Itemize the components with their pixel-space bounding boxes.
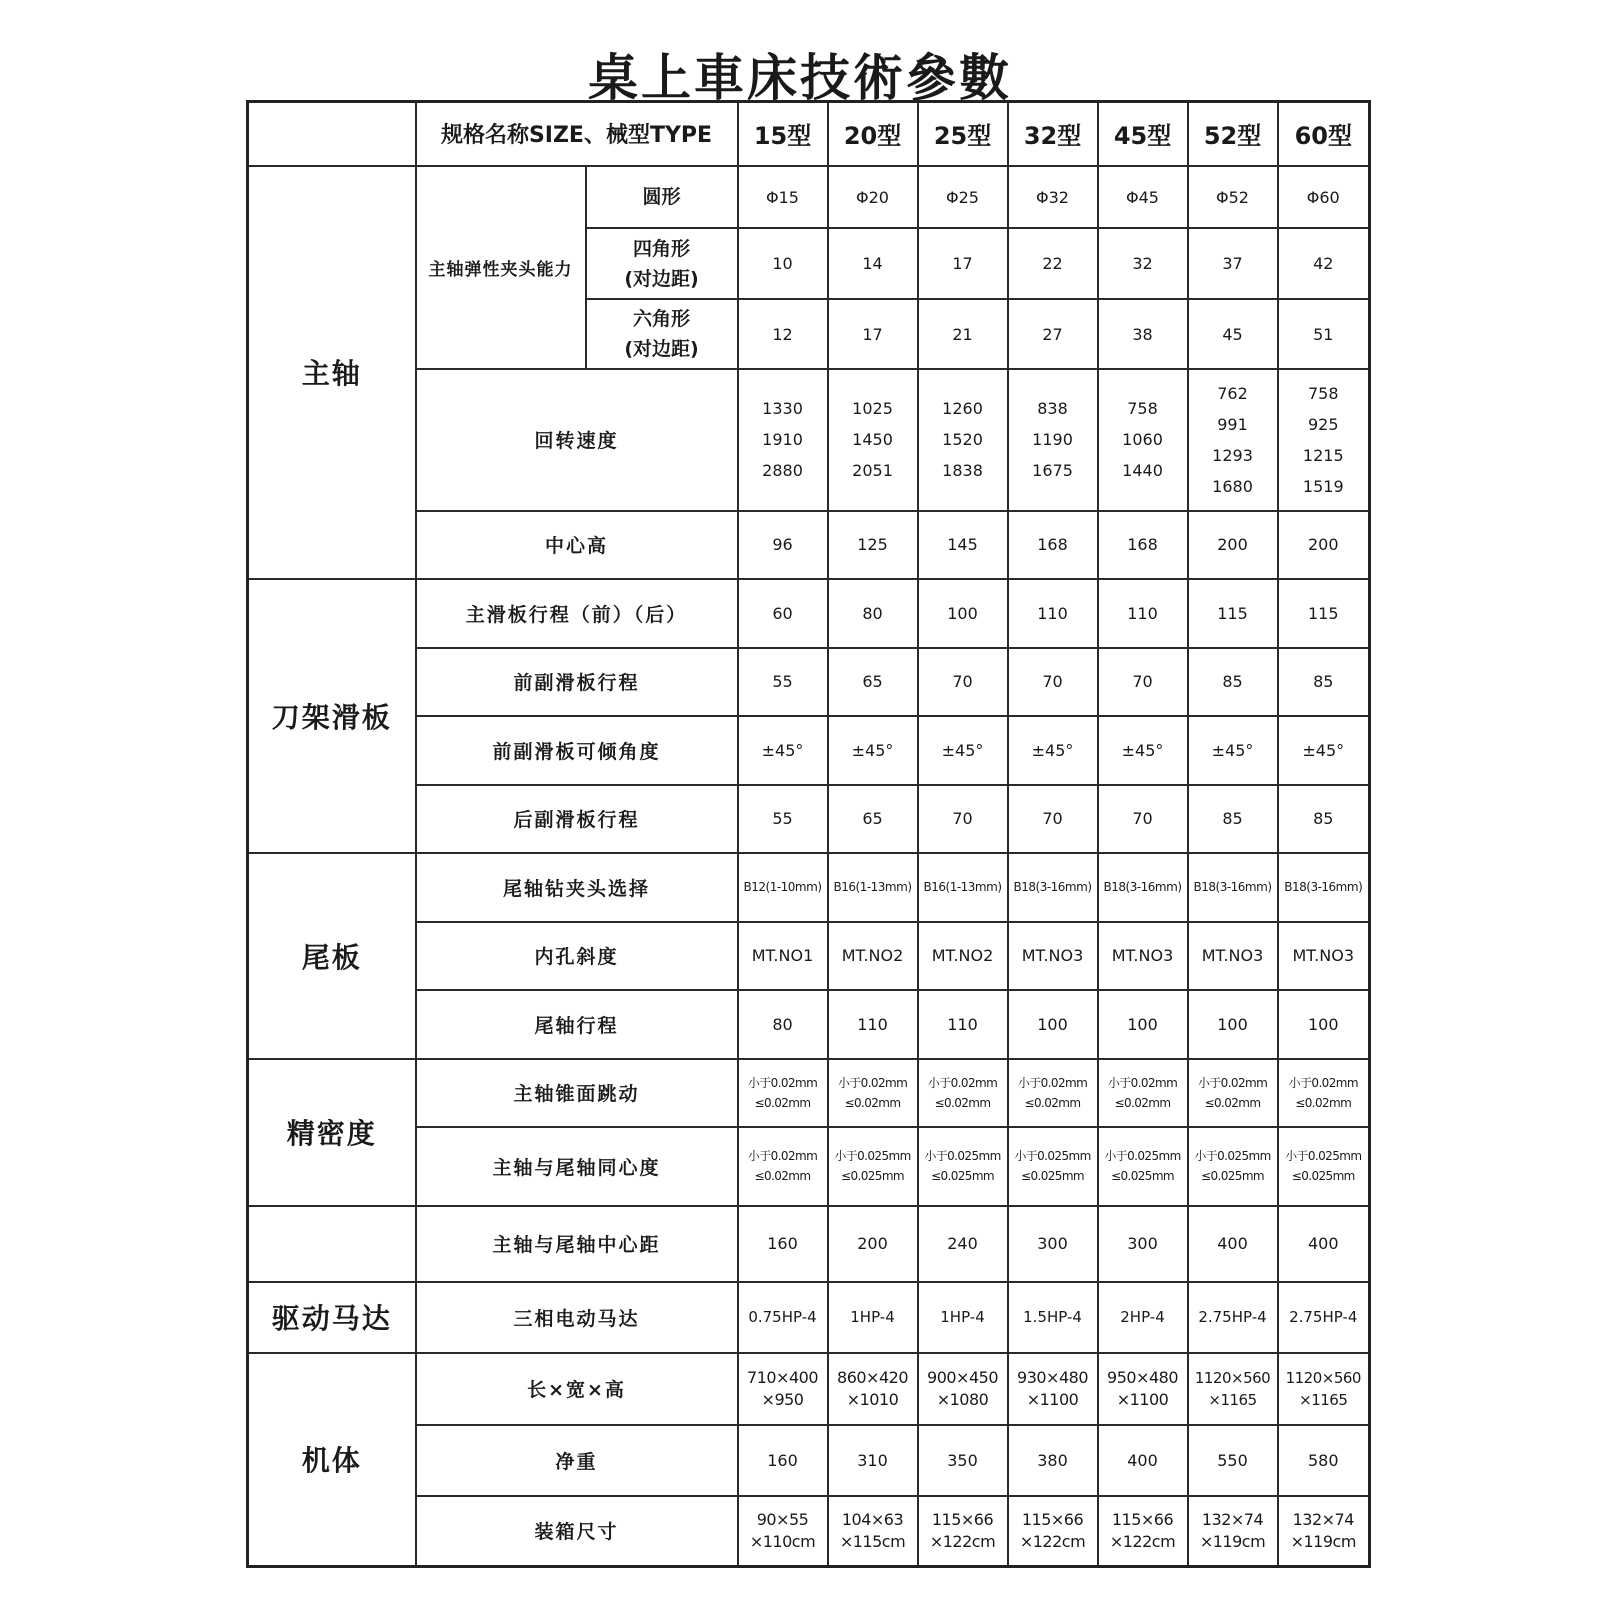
table-row	[248, 922, 1370, 991]
value-cell: Φ20	[828, 166, 918, 228]
model-header: 32型	[1008, 102, 1098, 166]
value-cell: 37	[1188, 228, 1278, 299]
value-line: 1120×560	[1194, 1368, 1271, 1387]
value-cell: Φ25	[918, 166, 1008, 228]
value-cell: ±45°	[1008, 716, 1098, 785]
value-cell: 55	[738, 648, 828, 717]
value-cell	[918, 1059, 1008, 1128]
value-line: ≤0.025mm	[931, 1169, 995, 1184]
value-cell	[1098, 1353, 1188, 1426]
table-row	[248, 1059, 1370, 1128]
value-cell	[1278, 1059, 1370, 1128]
value-cell: ±45°	[918, 716, 1008, 785]
value-cell	[918, 1353, 1008, 1426]
value-cell: 115	[1278, 579, 1370, 648]
value-line: 115×66	[1021, 1509, 1084, 1529]
packing-label: 装箱尺寸	[416, 1496, 738, 1567]
value-line: 2880	[762, 461, 803, 481]
table-row	[248, 716, 1370, 785]
value-cell: 400	[1098, 1425, 1188, 1496]
value-cell: 27	[1008, 299, 1098, 370]
value-line: 758	[1127, 399, 1158, 419]
value-cell: 380	[1008, 1425, 1098, 1496]
rear-sub-slide-label: 后副滑板行程	[416, 785, 738, 854]
category-spindle: 主轴	[248, 166, 416, 579]
runout-label: 主轴锥面跳动	[416, 1059, 738, 1128]
value-cell: 168	[1098, 511, 1188, 580]
value-line: 小于0.02mm	[747, 1075, 818, 1090]
table-row	[248, 166, 1370, 228]
value-cell: 1HP-4	[828, 1282, 918, 1353]
value-line: 1293	[1212, 445, 1253, 465]
empty-category-cell	[248, 1206, 416, 1283]
value-cell: ±45°	[1278, 716, 1370, 785]
value-line: 930×480	[1017, 1367, 1088, 1387]
hex-label-line: 六角形	[633, 308, 691, 331]
value-line: 115×66	[931, 1509, 994, 1529]
category-tool-slide: 刀架滑板	[248, 579, 416, 853]
spec-table	[246, 100, 1371, 1568]
value-line: ≤0.025mm	[1291, 1169, 1355, 1184]
value-line: ≤0.025mm	[1021, 1169, 1085, 1184]
value-cell	[1278, 1353, 1370, 1426]
value-cell: 85	[1188, 785, 1278, 854]
value-line: 1025	[852, 399, 893, 419]
value-line: 104×63	[841, 1509, 904, 1529]
value-cell: 350	[918, 1425, 1008, 1496]
hex-label	[586, 299, 738, 370]
value-cell: 85	[1278, 648, 1370, 717]
value-cell: MT.NO1	[738, 922, 828, 991]
value-cell: MT.NO3	[1008, 922, 1098, 991]
value-cell: 85	[1188, 648, 1278, 717]
value-line: 762	[1217, 383, 1248, 403]
tail-travel-label: 尾轴行程	[416, 990, 738, 1059]
value-cell: 200	[1188, 511, 1278, 580]
value-line: 小于0.02mm	[837, 1075, 908, 1090]
value-cell	[828, 1353, 918, 1426]
value-line: 1520	[942, 430, 983, 450]
page-title: 桌上車床技術參數	[588, 49, 1012, 107]
value-cell	[1188, 369, 1278, 510]
value-cell: Φ45	[1098, 166, 1188, 228]
value-cell	[738, 1353, 828, 1426]
value-cell: 300	[1008, 1206, 1098, 1283]
value-line: ×122cm	[1019, 1531, 1086, 1551]
value-cell: Φ15	[738, 166, 828, 228]
value-line: 991	[1217, 414, 1248, 434]
value-line: ×1100	[1116, 1389, 1169, 1409]
value-cell	[828, 1127, 918, 1206]
collet-capacity-label: 主轴弹性夹头能力	[416, 166, 586, 370]
value-cell: B18(3-16mm)	[1008, 853, 1098, 922]
value-cell: 70	[1008, 648, 1098, 717]
value-cell: 70	[1098, 785, 1188, 854]
value-line: ×1100	[1026, 1389, 1079, 1409]
value-line: 小于0.02mm	[927, 1075, 998, 1090]
value-line: ×122cm	[929, 1531, 996, 1551]
value-line: 900×450	[927, 1367, 998, 1387]
value-cell	[738, 1127, 828, 1206]
table-row	[248, 1127, 1370, 1206]
value-cell: 110	[1098, 579, 1188, 648]
value-line: ×1165	[1208, 1390, 1257, 1409]
hex-label-line: (对边距)	[624, 338, 699, 361]
value-cell: ±45°	[828, 716, 918, 785]
value-line: 1450	[852, 430, 893, 450]
value-cell: Φ60	[1278, 166, 1370, 228]
value-line: ≤0.02mm	[1204, 1095, 1261, 1110]
value-line: ≤0.02mm	[1114, 1095, 1171, 1110]
value-cell: 96	[738, 511, 828, 580]
value-cell: 42	[1278, 228, 1370, 299]
value-line: 1260	[942, 399, 983, 419]
value-line: 1060	[1122, 430, 1163, 450]
table-row	[248, 1282, 1370, 1353]
value-cell: 51	[1278, 299, 1370, 370]
value-cell: 70	[918, 785, 1008, 854]
value-line: ×950	[761, 1389, 804, 1409]
value-line: ≤0.02mm	[754, 1095, 811, 1110]
value-line: 1910	[762, 430, 803, 450]
value-cell: B16(1-13mm)	[828, 853, 918, 922]
table-row	[248, 1496, 1370, 1567]
spec-header: 规格名称SIZE、械型TYPE	[416, 102, 738, 166]
value-cell: 200	[828, 1206, 918, 1283]
value-cell: 17	[828, 299, 918, 370]
table-row	[248, 853, 1370, 922]
value-cell: 110	[1008, 579, 1098, 648]
value-cell: 2.75HP-4	[1188, 1282, 1278, 1353]
value-line: 小于0.025mm	[1285, 1149, 1362, 1164]
value-cell: 125	[828, 511, 918, 580]
value-cell	[1098, 369, 1188, 510]
value-cell: 22	[1008, 228, 1098, 299]
value-cell: 300	[1098, 1206, 1188, 1283]
value-cell	[738, 1059, 828, 1128]
value-cell: 550	[1188, 1425, 1278, 1496]
value-cell: 100	[1008, 990, 1098, 1059]
value-cell: B12(1-10mm)	[738, 853, 828, 922]
value-cell: B18(3-16mm)	[1278, 853, 1370, 922]
square-label-line: 四角形	[633, 237, 691, 260]
table-row	[248, 511, 1370, 580]
value-line: ×122cm	[1109, 1531, 1176, 1551]
value-line: 1519	[1302, 476, 1344, 496]
value-line: 2051	[852, 461, 893, 481]
value-cell: 1HP-4	[918, 1282, 1008, 1353]
round-label: 圆形	[586, 166, 738, 228]
value-cell	[1278, 1496, 1370, 1567]
value-cell	[1188, 1496, 1278, 1567]
taper-label: 内孔斜度	[416, 922, 738, 991]
model-header: 52型	[1188, 102, 1278, 166]
value-line: 950×480	[1107, 1367, 1178, 1387]
value-cell: 110	[828, 990, 918, 1059]
value-cell: 70	[1098, 648, 1188, 717]
category-precision: 精密度	[248, 1059, 416, 1206]
net-weight-label: 净重	[416, 1425, 738, 1496]
value-cell: MT.NO2	[828, 922, 918, 991]
value-cell	[1278, 1127, 1370, 1206]
value-line: 1838	[942, 461, 983, 481]
value-line: ≤0.02mm	[754, 1169, 811, 1184]
value-line: ×1010	[846, 1389, 899, 1409]
square-label	[586, 228, 738, 299]
value-cell: 100	[918, 579, 1008, 648]
value-cell	[918, 1127, 1008, 1206]
value-cell: 65	[828, 648, 918, 717]
value-cell: 45	[1188, 299, 1278, 370]
value-line: ≤0.025mm	[841, 1169, 905, 1184]
value-line: 838	[1037, 399, 1068, 419]
table-row	[248, 579, 1370, 648]
value-line: 小于0.02mm	[1288, 1075, 1358, 1090]
value-cell: 85	[1278, 785, 1370, 854]
value-line: 132×74	[1292, 1509, 1354, 1529]
value-line: ×119cm	[1199, 1531, 1266, 1551]
value-cell	[1008, 1353, 1098, 1426]
value-cell	[828, 369, 918, 510]
value-line: 小于0.025mm	[834, 1149, 911, 1164]
value-cell: 200	[1278, 511, 1370, 580]
value-line: 1440	[1122, 461, 1163, 481]
center-distance-label: 主轴与尾轴中心距	[416, 1206, 738, 1283]
value-cell: 60	[738, 579, 828, 648]
value-line: 860×420	[837, 1367, 908, 1387]
value-line: ×115cm	[839, 1531, 906, 1551]
value-cell: 80	[828, 579, 918, 648]
category-tailstock: 尾板	[248, 853, 416, 1059]
value-line: 小于0.025mm	[1014, 1149, 1091, 1164]
value-line: 1120×560	[1285, 1368, 1361, 1387]
value-cell: Φ32	[1008, 166, 1098, 228]
value-cell: Φ52	[1188, 166, 1278, 228]
value-line: 1190	[1032, 430, 1073, 450]
value-cell	[1008, 1127, 1098, 1206]
front-sub-tilt-label: 前副滑板可倾角度	[416, 716, 738, 785]
value-cell	[918, 1496, 1008, 1567]
value-cell: 80	[738, 990, 828, 1059]
value-cell: 70	[1008, 785, 1098, 854]
value-cell: 100	[1188, 990, 1278, 1059]
header-row	[248, 102, 1370, 166]
table-row	[248, 1353, 1370, 1426]
table-row	[248, 785, 1370, 854]
value-cell: 145	[918, 511, 1008, 580]
value-line: 1330	[762, 399, 803, 419]
value-cell: 2HP-4	[1098, 1282, 1188, 1353]
value-line: ≤0.02mm	[844, 1095, 901, 1110]
value-cell: 240	[918, 1206, 1008, 1283]
value-cell: 100	[1098, 990, 1188, 1059]
value-cell: MT.NO3	[1098, 922, 1188, 991]
concentricity-label: 主轴与尾轴同心度	[416, 1127, 738, 1206]
value-cell: 168	[1008, 511, 1098, 580]
value-cell: 310	[828, 1425, 918, 1496]
value-cell: 10	[738, 228, 828, 299]
value-cell: 580	[1278, 1425, 1370, 1496]
value-cell: 400	[1188, 1206, 1278, 1283]
value-cell	[1098, 1127, 1188, 1206]
category-motor: 驱动马达	[248, 1282, 416, 1353]
value-cell: 2.75HP-4	[1278, 1282, 1370, 1353]
value-line: 1215	[1302, 445, 1344, 465]
value-line: 小于0.025mm	[1104, 1149, 1181, 1164]
value-cell	[738, 369, 828, 510]
value-line: ×1080	[936, 1389, 989, 1409]
category-body: 机体	[248, 1353, 416, 1567]
value-line: ≤0.025mm	[1201, 1169, 1265, 1184]
value-line: 小于0.025mm	[1194, 1149, 1271, 1164]
value-line: ×110cm	[749, 1531, 816, 1551]
model-header: 25型	[918, 102, 1008, 166]
value-cell: 160	[738, 1206, 828, 1283]
value-line: 758	[1307, 383, 1339, 403]
value-cell: 32	[1098, 228, 1188, 299]
value-line: ≤0.025mm	[1111, 1169, 1175, 1184]
value-cell: 160	[738, 1425, 828, 1496]
value-cell: MT.NO3	[1278, 922, 1370, 991]
model-header: 45型	[1098, 102, 1188, 166]
value-cell: 1.5HP-4	[1008, 1282, 1098, 1353]
table-row	[248, 1206, 1370, 1283]
value-cell	[1278, 369, 1370, 510]
value-cell: 12	[738, 299, 828, 370]
value-cell	[918, 369, 1008, 510]
value-cell	[1008, 1059, 1098, 1128]
model-header: 20型	[828, 102, 918, 166]
model-header: 60型	[1278, 102, 1370, 166]
value-cell	[1008, 369, 1098, 510]
value-cell	[828, 1059, 918, 1128]
value-cell: ±45°	[738, 716, 828, 785]
value-cell: 100	[1278, 990, 1370, 1059]
table-row	[248, 648, 1370, 717]
value-line: 1675	[1032, 461, 1073, 481]
value-cell: 115	[1188, 579, 1278, 648]
value-cell	[1098, 1059, 1188, 1128]
value-line: ×119cm	[1290, 1531, 1356, 1551]
value-cell: 14	[828, 228, 918, 299]
value-cell	[828, 1496, 918, 1567]
value-line: 小于0.02mm	[747, 1149, 818, 1164]
value-cell: MT.NO2	[918, 922, 1008, 991]
table-row	[248, 369, 1370, 510]
corner-cell	[248, 102, 416, 166]
tail-chuck-label: 尾轴钻夹头选择	[416, 853, 738, 922]
value-cell	[738, 1496, 828, 1567]
value-line: 710×400	[747, 1367, 818, 1387]
value-line: 115×66	[1111, 1509, 1174, 1529]
value-cell	[1188, 1353, 1278, 1426]
value-cell: MT.NO3	[1188, 922, 1278, 991]
value-cell: ±45°	[1098, 716, 1188, 785]
value-cell: 38	[1098, 299, 1188, 370]
value-line: 小于0.02mm	[1107, 1075, 1178, 1090]
model-header: 15型	[738, 102, 828, 166]
square-label-line: (对边距)	[624, 267, 699, 290]
value-cell: 70	[918, 648, 1008, 717]
value-line: ×1165	[1299, 1390, 1348, 1409]
front-sub-slide-label: 前副滑板行程	[416, 648, 738, 717]
value-cell	[1188, 1127, 1278, 1206]
value-line: ≤0.02mm	[1024, 1095, 1081, 1110]
value-line: ≤0.02mm	[934, 1095, 991, 1110]
value-line: 小于0.02mm	[1197, 1075, 1268, 1090]
table-row	[248, 1425, 1370, 1496]
motor-label: 三相电动马达	[416, 1282, 738, 1353]
value-cell: 0.75HP-4	[738, 1282, 828, 1353]
value-cell	[1098, 1496, 1188, 1567]
value-line: ≤0.02mm	[1295, 1095, 1352, 1110]
value-line: 132×74	[1201, 1509, 1264, 1529]
value-cell: B16(1-13mm)	[918, 853, 1008, 922]
value-line: 1680	[1212, 476, 1253, 496]
speed-label: 回转速度	[416, 369, 738, 510]
value-line: 小于0.02mm	[1017, 1075, 1088, 1090]
value-cell: B18(3-16mm)	[1098, 853, 1188, 922]
dimensions-label: 长×宽×高	[416, 1353, 738, 1426]
value-line: 90×55	[756, 1509, 809, 1529]
value-cell	[1008, 1496, 1098, 1567]
main-slide-label: 主滑板行程（前）（后）	[416, 579, 738, 648]
value-cell: 400	[1278, 1206, 1370, 1283]
table-row	[248, 990, 1370, 1059]
value-cell: 55	[738, 785, 828, 854]
value-cell: 17	[918, 228, 1008, 299]
value-cell: 65	[828, 785, 918, 854]
value-cell: B18(3-16mm)	[1188, 853, 1278, 922]
center-height-label: 中心高	[416, 511, 738, 580]
value-line: 925	[1307, 414, 1339, 434]
value-cell: ±45°	[1188, 716, 1278, 785]
value-line: 小于0.025mm	[924, 1149, 1001, 1164]
value-cell: 21	[918, 299, 1008, 370]
value-cell: 110	[918, 990, 1008, 1059]
value-cell	[1188, 1059, 1278, 1128]
